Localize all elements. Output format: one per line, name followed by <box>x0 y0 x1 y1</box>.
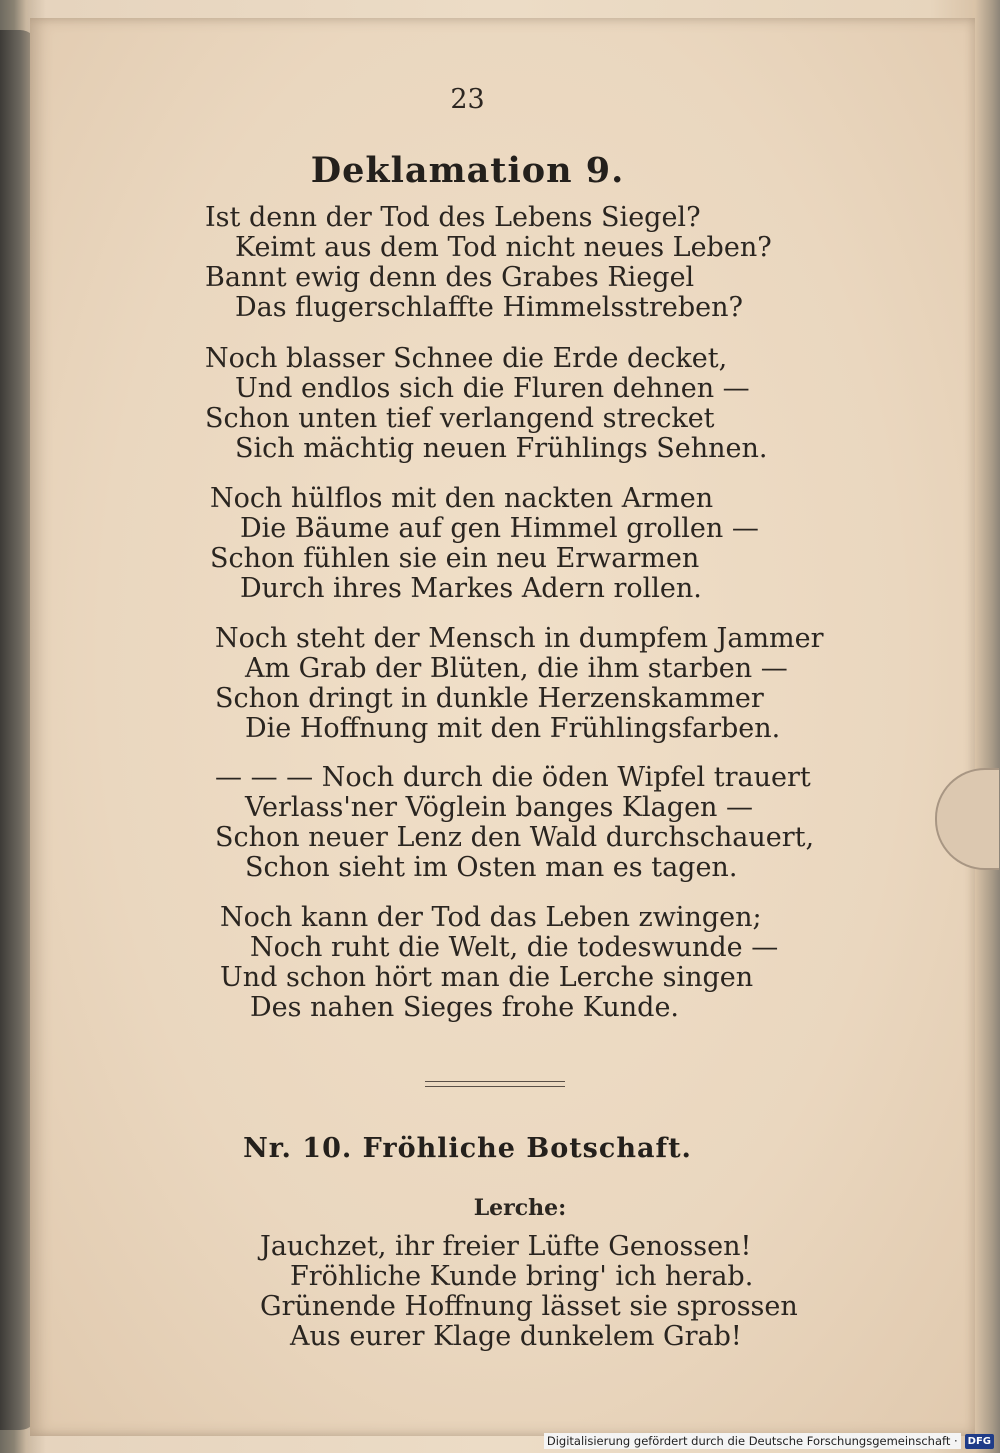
verse-line: Noch hülflos mit den nackten Armen <box>210 483 714 514</box>
stanza-lerche <box>260 1232 798 1352</box>
page-number: 23 <box>450 84 485 115</box>
stanza-4 <box>215 624 824 744</box>
verse-line: — — — Noch durch die öden Wipfel trauert <box>215 762 811 793</box>
verse-line: Noch blasser Schnee die Erde decket, <box>205 343 728 374</box>
stanza-5 <box>215 763 814 883</box>
verse-line: Das flugerschlaffte Himmelsstreben? <box>235 292 744 323</box>
verse-line: Durch ihres Markes Adern rollen. <box>240 573 702 604</box>
verse-line: Schon fühlen sie ein neu Erwarmen <box>210 543 700 574</box>
stanza-1 <box>205 203 772 323</box>
stanza-2 <box>205 344 768 464</box>
verse-line: Noch steht der Mensch in dumpfem Jammer <box>215 623 824 654</box>
verse-line: Und endlos sich die Fluren dehnen — <box>235 373 750 404</box>
section-divider <box>425 1081 565 1087</box>
verse-line: Die Hoffnung mit den Frühlingsfarben. <box>245 713 781 744</box>
verse-line: Fröhliche Kunde bring' ich herab. <box>290 1261 754 1292</box>
verse-line: Jauchzet, ihr freier Lüfte Genossen! <box>260 1231 752 1262</box>
verse-line: Sich mächtig neuen Frühlings Sehnen. <box>235 433 768 464</box>
verse-line: Grünende Hoffnung lässet sie sprossen <box>260 1291 798 1322</box>
verse-line: Die Bäume auf gen Himmel grollen — <box>240 513 759 544</box>
dfg-logo-icon: DFG <box>965 1434 994 1449</box>
verse-line: Keimt aus dem Tod nicht neues Leben? <box>235 232 772 263</box>
verse-line: Schon dringt in dunkle Herzenskammer <box>215 683 764 714</box>
section-title: Nr. 10. Fröhliche Botschaft. <box>243 1133 692 1164</box>
verse-line: Verlass'ner Vöglein banges Klagen — <box>245 792 754 823</box>
verse-line: Schon sieht im Osten man es tagen. <box>245 852 738 883</box>
verse-line: Noch kann der Tod das Leben zwingen; <box>220 902 762 933</box>
verse-line: Schon unten tief verlangend strecket <box>205 403 715 434</box>
stanza-3 <box>210 484 759 604</box>
poem-title: Deklamation 9. <box>310 150 625 191</box>
verse-line: Bannt ewig denn des Grabes Riegel <box>205 262 695 293</box>
verse-line: Schon neuer Lenz den Wald durchschauert, <box>215 822 815 853</box>
verse-line: Des nahen Sieges frohe Kunde. <box>250 992 680 1023</box>
funding-credit-text: Digitalisierung gefördert durch die Deutsche Forschungsgemeinschaft · <box>544 1433 961 1449</box>
speaker-label: Lerche: <box>473 1195 567 1221</box>
verse-line: Noch ruht die Welt, die todeswunde — <box>250 932 779 963</box>
verse-line: Aus eurer Klage dunkelem Grab! <box>290 1321 742 1352</box>
funding-footer <box>544 1431 994 1451</box>
verse-line: Ist denn der Tod des Lebens Siegel? <box>205 202 701 233</box>
verse-line: Am Grab der Blüten, die ihm starben — <box>245 653 788 684</box>
verse-line: Und schon hört man die Lerche singen <box>220 962 754 993</box>
stanza-6 <box>220 903 778 1023</box>
